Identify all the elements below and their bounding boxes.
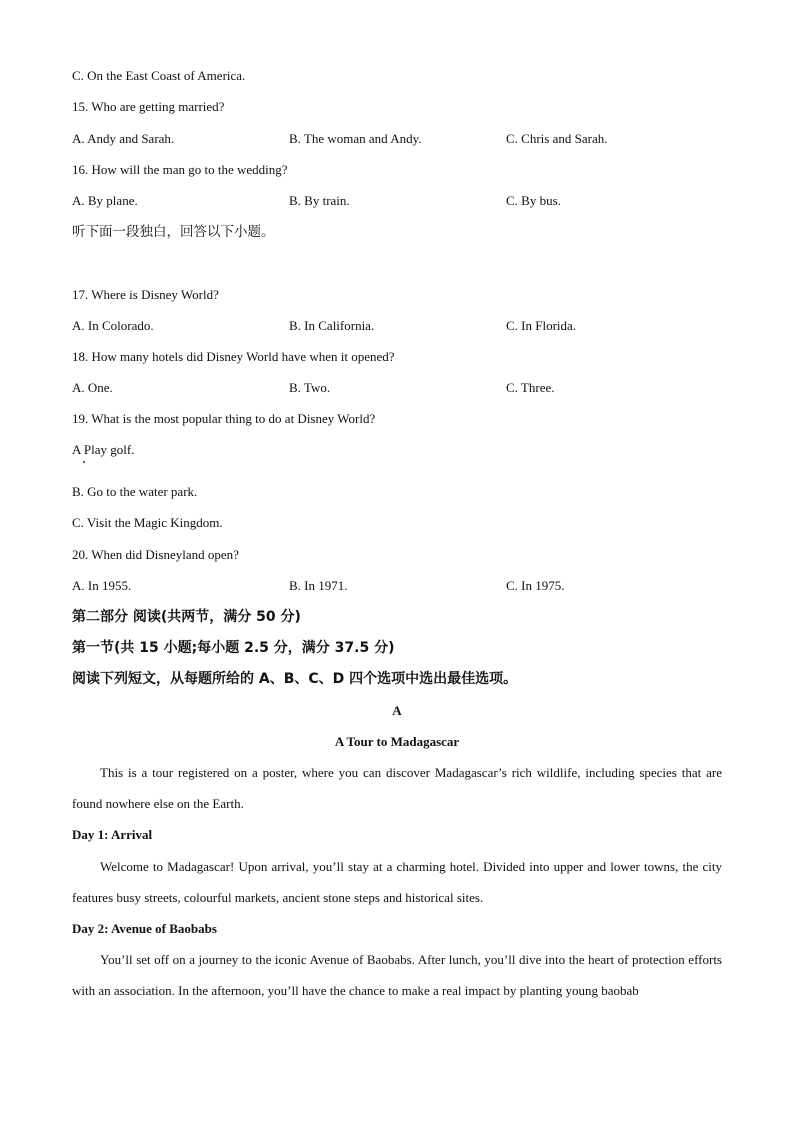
passage-letter: A [392,703,402,718]
day-2-heading: Day 2: Avenue of Baobabs [72,921,217,936]
question-15-option-b: B. The woman and Andy. [289,131,422,146]
question-16-stem: 16. How will the man go to the wedding? [72,162,288,177]
question-16-option-c: C. By bus. [506,193,561,208]
question-15-option-c: C. Chris and Sarah. [506,131,608,146]
question-20-option-c: C. In 1975. [506,578,565,593]
question-17-option-c: C. In Florida. [506,318,577,333]
monologue-instruction: 听下面一段独白，回答以下小题。 [72,224,275,240]
question-20-stem: 20. When did Disneyland open? [72,547,239,562]
day-2-text: You’ll set off on a journey to the iconic Avenue of Baobabs. After lunch, you’ll dive into the heart of protection efforts with an association. In the afternoon, you’ll have the chance to make a real impact by planting young baobab [72,952,722,998]
question-18-option-c: C. Three. [506,380,555,395]
question-20-option-a: A. In 1955. [72,578,132,593]
day-1-text: Welcome to Madagascar! Upon arrival, you’ll stay at a charming hotel. Divided into upper and lower towns, the city features busy streets, colourful markets, ancient stone steps and historical sites. [72,859,722,905]
question-18-option-b: B. Two. [289,380,331,395]
section-one-title: 第一节(共 15 小题;每小题 2.5 分，满分 37.5 分) [72,640,395,656]
question-19-option-b: B. Go to the water park. [72,484,198,499]
question-17-option-a: A. In Colorado. [72,318,154,333]
question-20-option-b: B. In 1971. [289,578,348,593]
question-14-option-c: C. On the East Coast of America. [72,68,246,83]
question-15-option-a: A. Andy and Sarah. [72,131,175,146]
question-19-stem: 19. What is the most popular thing to do at Disney World? [72,411,376,426]
question-17-stem: 17. Where is Disney World? [72,287,219,302]
question-17-option-b: B. In California. [289,318,375,333]
question-19-option-a: A Play golf. [72,442,135,457]
day-1-heading: Day 1: Arrival [72,827,153,842]
question-16-option-a: A. By plane. [72,193,138,208]
question-18-option-a: A. One. [72,380,113,395]
question-19-option-c: C. Visit the Magic Kingdom. [72,515,223,530]
reading-instruction: 阅读下列短文，从每题所给的 A、B、C、D 四个选项中选出最佳选项。 [72,671,518,687]
question-18-stem: 18. How many hotels did Disney World have when it opened? [72,349,395,364]
question-15-stem: 15. Who are getting married? [72,99,225,114]
passage-title: A Tour to Madagascar [334,734,460,749]
question-16-option-b: B. By train. [289,193,350,208]
stray-dot-mark [83,461,85,463]
part-two-title: 第二部分 阅读(共两节，满分 50 分) [72,609,301,625]
passage-intro: This is a tour registered on a poster, where you can discover Madagascar’s rich wildlife, including species that are found nowhere else on the Earth. [72,765,722,811]
